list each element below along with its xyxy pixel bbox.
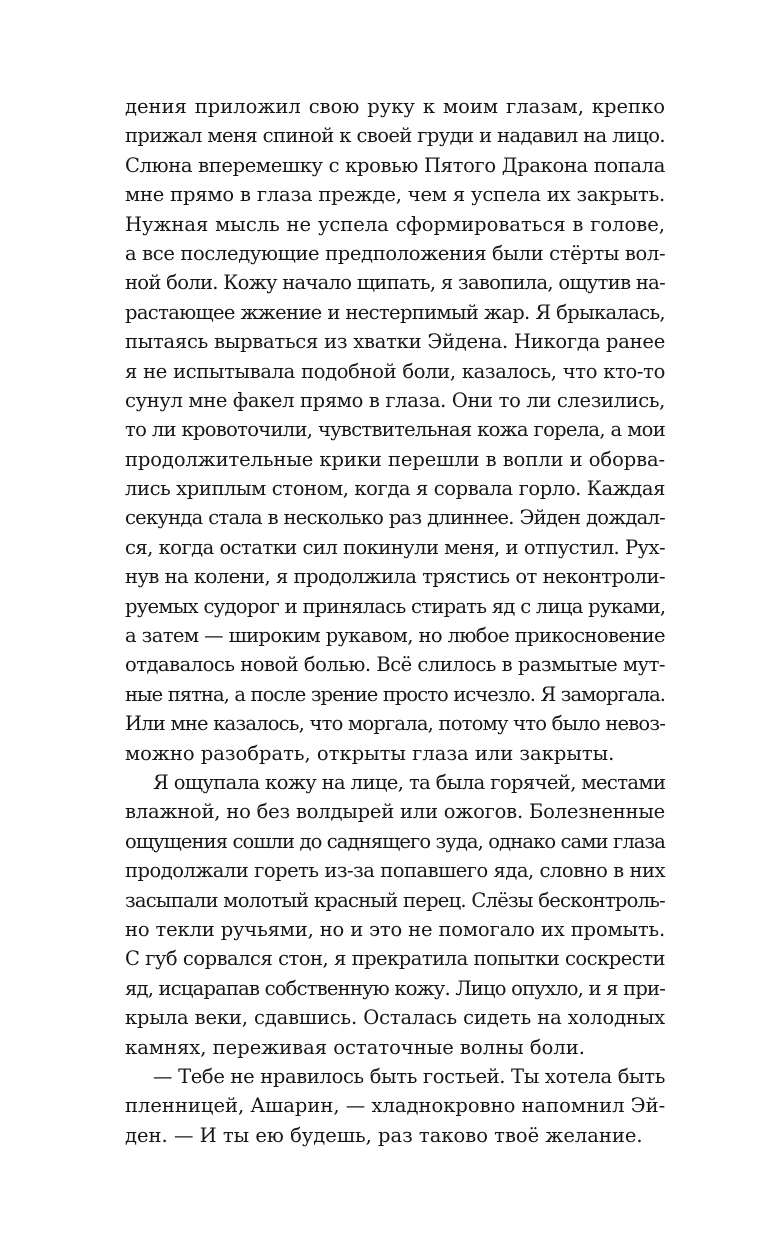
text-line: яд, исцарапав собственную кожу. Лицо опухло, и я при- — [125, 976, 665, 1000]
text-line: Нужная мысль не успела сформироваться в голове, — [125, 212, 665, 236]
text-line: камнях, переживая остаточные волны боли. — [125, 1035, 585, 1059]
text-line: — Тебе не нравилось быть гостьей. Ты хотела быть — [153, 1064, 665, 1088]
page-text — [125, 92, 665, 1150]
text-line: то ли кровоточили, чувствительная кожа горела, а мои — [125, 418, 665, 442]
text-line: продолжительные крики перешли в вопли и оборва- — [125, 447, 665, 471]
text-line: мне прямо в глаза прежде, чем я успела их закрыть. — [125, 183, 665, 207]
text-line: влажной, но без волдырей или ожогов. Болезненные — [125, 800, 665, 824]
text-line: растающее жжение и нестерпимый жар. Я брыкалась, — [125, 300, 665, 324]
text-line: а все последующие предположения были стёрты вол- — [125, 241, 666, 265]
text-line: пытаясь вырваться из хватки Эйдена. Никогда ранее — [125, 330, 665, 354]
text-line: но текли ручьями, но и это не помогало их промыть. — [125, 917, 665, 941]
text-line: Я ощупала кожу на лице, та была горячей, местами — [153, 770, 666, 794]
text-line: С губ сорвался стон, я прекратила попытки соскрести — [125, 947, 665, 971]
text-line: секунда стала в несколько раз длиннее. Эйден дождал- — [125, 506, 665, 530]
paragraph — [125, 1062, 665, 1150]
text-line: Слюна вперемешку с кровью Пятого Дракона попала — [125, 153, 665, 177]
text-line: крыла веки, сдавшись. Осталась сидеть на холодных — [125, 1006, 665, 1030]
text-line: дения приложил свою руку к моим глазам, крепко — [125, 95, 665, 118]
paragraph — [125, 768, 665, 1062]
text-line: можно разобрать, открыты глаза или закрыты. — [125, 741, 615, 765]
text-line: ные пятна, а после зрение просто исчезло. Я заморгала. — [125, 682, 665, 706]
text-line: руемых судорог и принялась стирать яд с лица руками, — [125, 594, 666, 618]
text-line: а затем — широким рукавом, но любое прикосновение — [125, 624, 665, 648]
text-line: прижал меня спиной к своей груди и надавил на лицо. — [125, 124, 665, 148]
text-line: лись хриплым стоном, когда я сорвала горло. Каждая — [125, 477, 665, 501]
text-line: Или мне казалось, что моргала, потому что было невоз- — [125, 712, 665, 736]
text-line: нув на колени, я продолжила трястись от неконтроли- — [125, 565, 665, 589]
paragraph — [125, 92, 665, 768]
text-line: сунул мне факел прямо в глаза. Они то ли слезились, — [125, 388, 665, 412]
text-line: продолжали гореть из-за попавшего яда, словно в них — [125, 859, 665, 883]
text-line: ной боли. Кожу начало щипать, я завопила, ощутив на- — [125, 271, 665, 295]
text-line: я не испытывала подобной боли, казалось, что кто-то — [125, 359, 665, 383]
text-line: ден. — И ты ею будешь, раз таково твоё желание. — [125, 1123, 643, 1147]
text-line: пленницей, Ашарин, — хладнокровно напомнил Эй- — [125, 1094, 666, 1118]
text-line: отдавалось новой болью. Всё слилось в размытые мут- — [125, 653, 665, 677]
text-line: ощущения сошли до саднящего зуда, однако сами глаза — [125, 829, 665, 853]
text-line: засыпали молотый красный перец. Слёзы бесконтроль- — [125, 888, 665, 912]
text-line: ся, когда остатки сил покинули меня, и отпустил. Рух- — [125, 535, 665, 559]
